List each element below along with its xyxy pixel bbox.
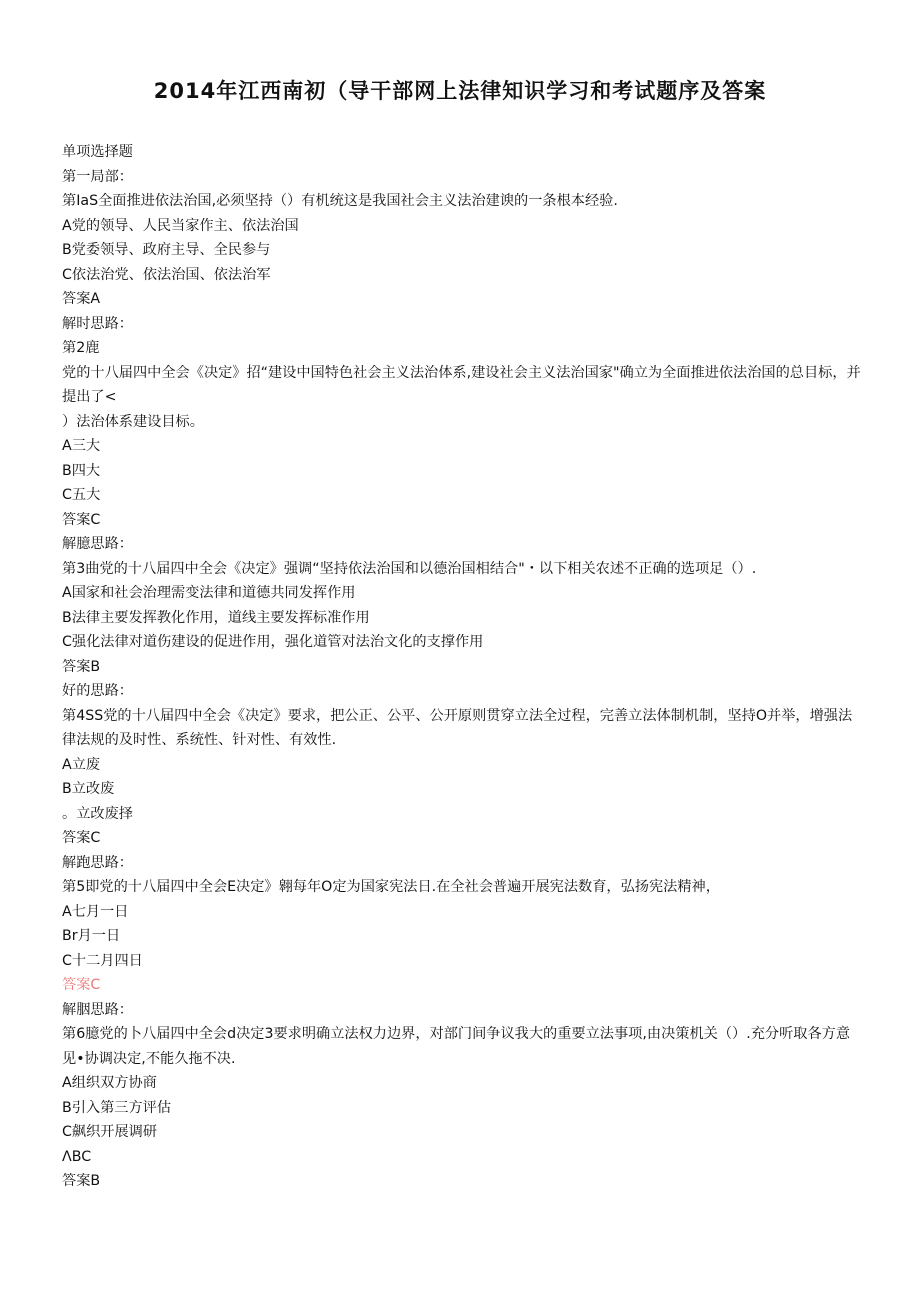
question-6-option-a: A组织双方协商 xyxy=(62,1075,157,1091)
question-3-explanation-label: 好的思路： xyxy=(62,683,133,699)
part-heading: 第一局部： xyxy=(62,168,133,185)
question-4-option-a: A立废 xyxy=(62,756,101,773)
question-1-option-a: A党的领导、人民当家作主、依法治国 xyxy=(62,217,299,234)
question-2-answer: 答案C xyxy=(62,511,101,528)
question-2-option-a: A三大 xyxy=(62,438,101,454)
question-3-option-c: C强化法律对道伤建设的促进作用，强化道管对法治文化的支撑作用 xyxy=(62,634,484,650)
question-4-option-b: B立改废 xyxy=(62,781,115,797)
question-5-option-b: Br月一日 xyxy=(62,928,121,944)
question-2-option-b: B四大 xyxy=(62,462,101,479)
question-1-text: 第IaS全面推进依法治国,必须坚持（）有机统这是我国社会主义法治建谀的一条根本经验. xyxy=(62,193,618,209)
question-5-option-c: C十二月四日 xyxy=(62,952,143,969)
question-6-text: 第6臆党的卜八届四中全会d决定3要求明确立法权力边界，对部门间争议我大的重要立法事项,由决策机关（）.充分听取各方意见•协调决定,不能久拖不决. xyxy=(62,1026,851,1067)
question-4-answer: 答案C xyxy=(62,830,101,846)
question-2-explanation-label: 解臆思路： xyxy=(62,536,133,552)
document-body xyxy=(62,140,862,1194)
question-1-answer: 答案A xyxy=(62,291,101,307)
question-5-text: 第5即党的十八届四中全会E决定》翱每年O定为国家宪法日.在全社会普遍开展宪法数育，弘扬宪法精神， xyxy=(62,879,720,895)
document-title: 2014年江西南初（导干部网上法律知识学习和考试题序及答案 xyxy=(153,79,767,103)
question-3-text: 第3曲党的十八届四中全会《决定》强调“坚持依法治国和以德治国相结合"・以下相关农述不正确的选项足（）. xyxy=(62,560,757,577)
question-2-number: 第2鹿 xyxy=(62,340,100,356)
question-5-option-a: A七月一日 xyxy=(62,903,129,920)
question-6-option-abc: ΛBC xyxy=(62,1148,92,1165)
question-2-text: 党的十八届四中全会《决定》招“建设中国特色社会主义法治体系,建设社会主义法治国家"确立为全面推进依法治国的总目标，并提出了< xyxy=(62,364,861,405)
question-4-option-c: 。立改废择 xyxy=(62,805,133,822)
question-6-answer: 答案B xyxy=(62,1173,101,1189)
question-1-option-b: B党委领导、政府主导、全民参与 xyxy=(62,242,271,258)
question-3-answer: 答案B xyxy=(62,658,101,675)
question-5-explanation-label: 解胭思路： xyxy=(62,1001,133,1018)
question-6-option-b: B引入第三方评估 xyxy=(62,1099,172,1116)
question-4-text: 第4SS党的十八届四中全会《决定》要求，把公正、公平、公开原则贯穿立法全过程，完善立法体制机制，坚持O并举，增强法律法规的及时性、系统性、针对性、有效性. xyxy=(62,707,853,748)
question-3-option-b: B法律主要发挥教化作用，道线主要发挥标准作用 xyxy=(62,609,370,626)
question-6-option-c: C飙织开展调研 xyxy=(62,1124,158,1140)
question-2-text-continued: ）法治体系建设目标。 xyxy=(62,413,204,430)
section-heading: 单项选择题 xyxy=(62,144,133,160)
question-2-option-c: C五大 xyxy=(62,487,101,503)
question-1-explanation-label: 解时思路： xyxy=(62,315,133,332)
question-5-answer: 答案C xyxy=(62,977,101,993)
question-4-explanation-label: 解跑思路： xyxy=(62,854,133,871)
question-1-option-c: C依法治党、依法治国、依法治军 xyxy=(62,266,271,283)
question-3-option-a: A国家和社会治理需变法律和道德共同发挥作用 xyxy=(62,585,356,601)
